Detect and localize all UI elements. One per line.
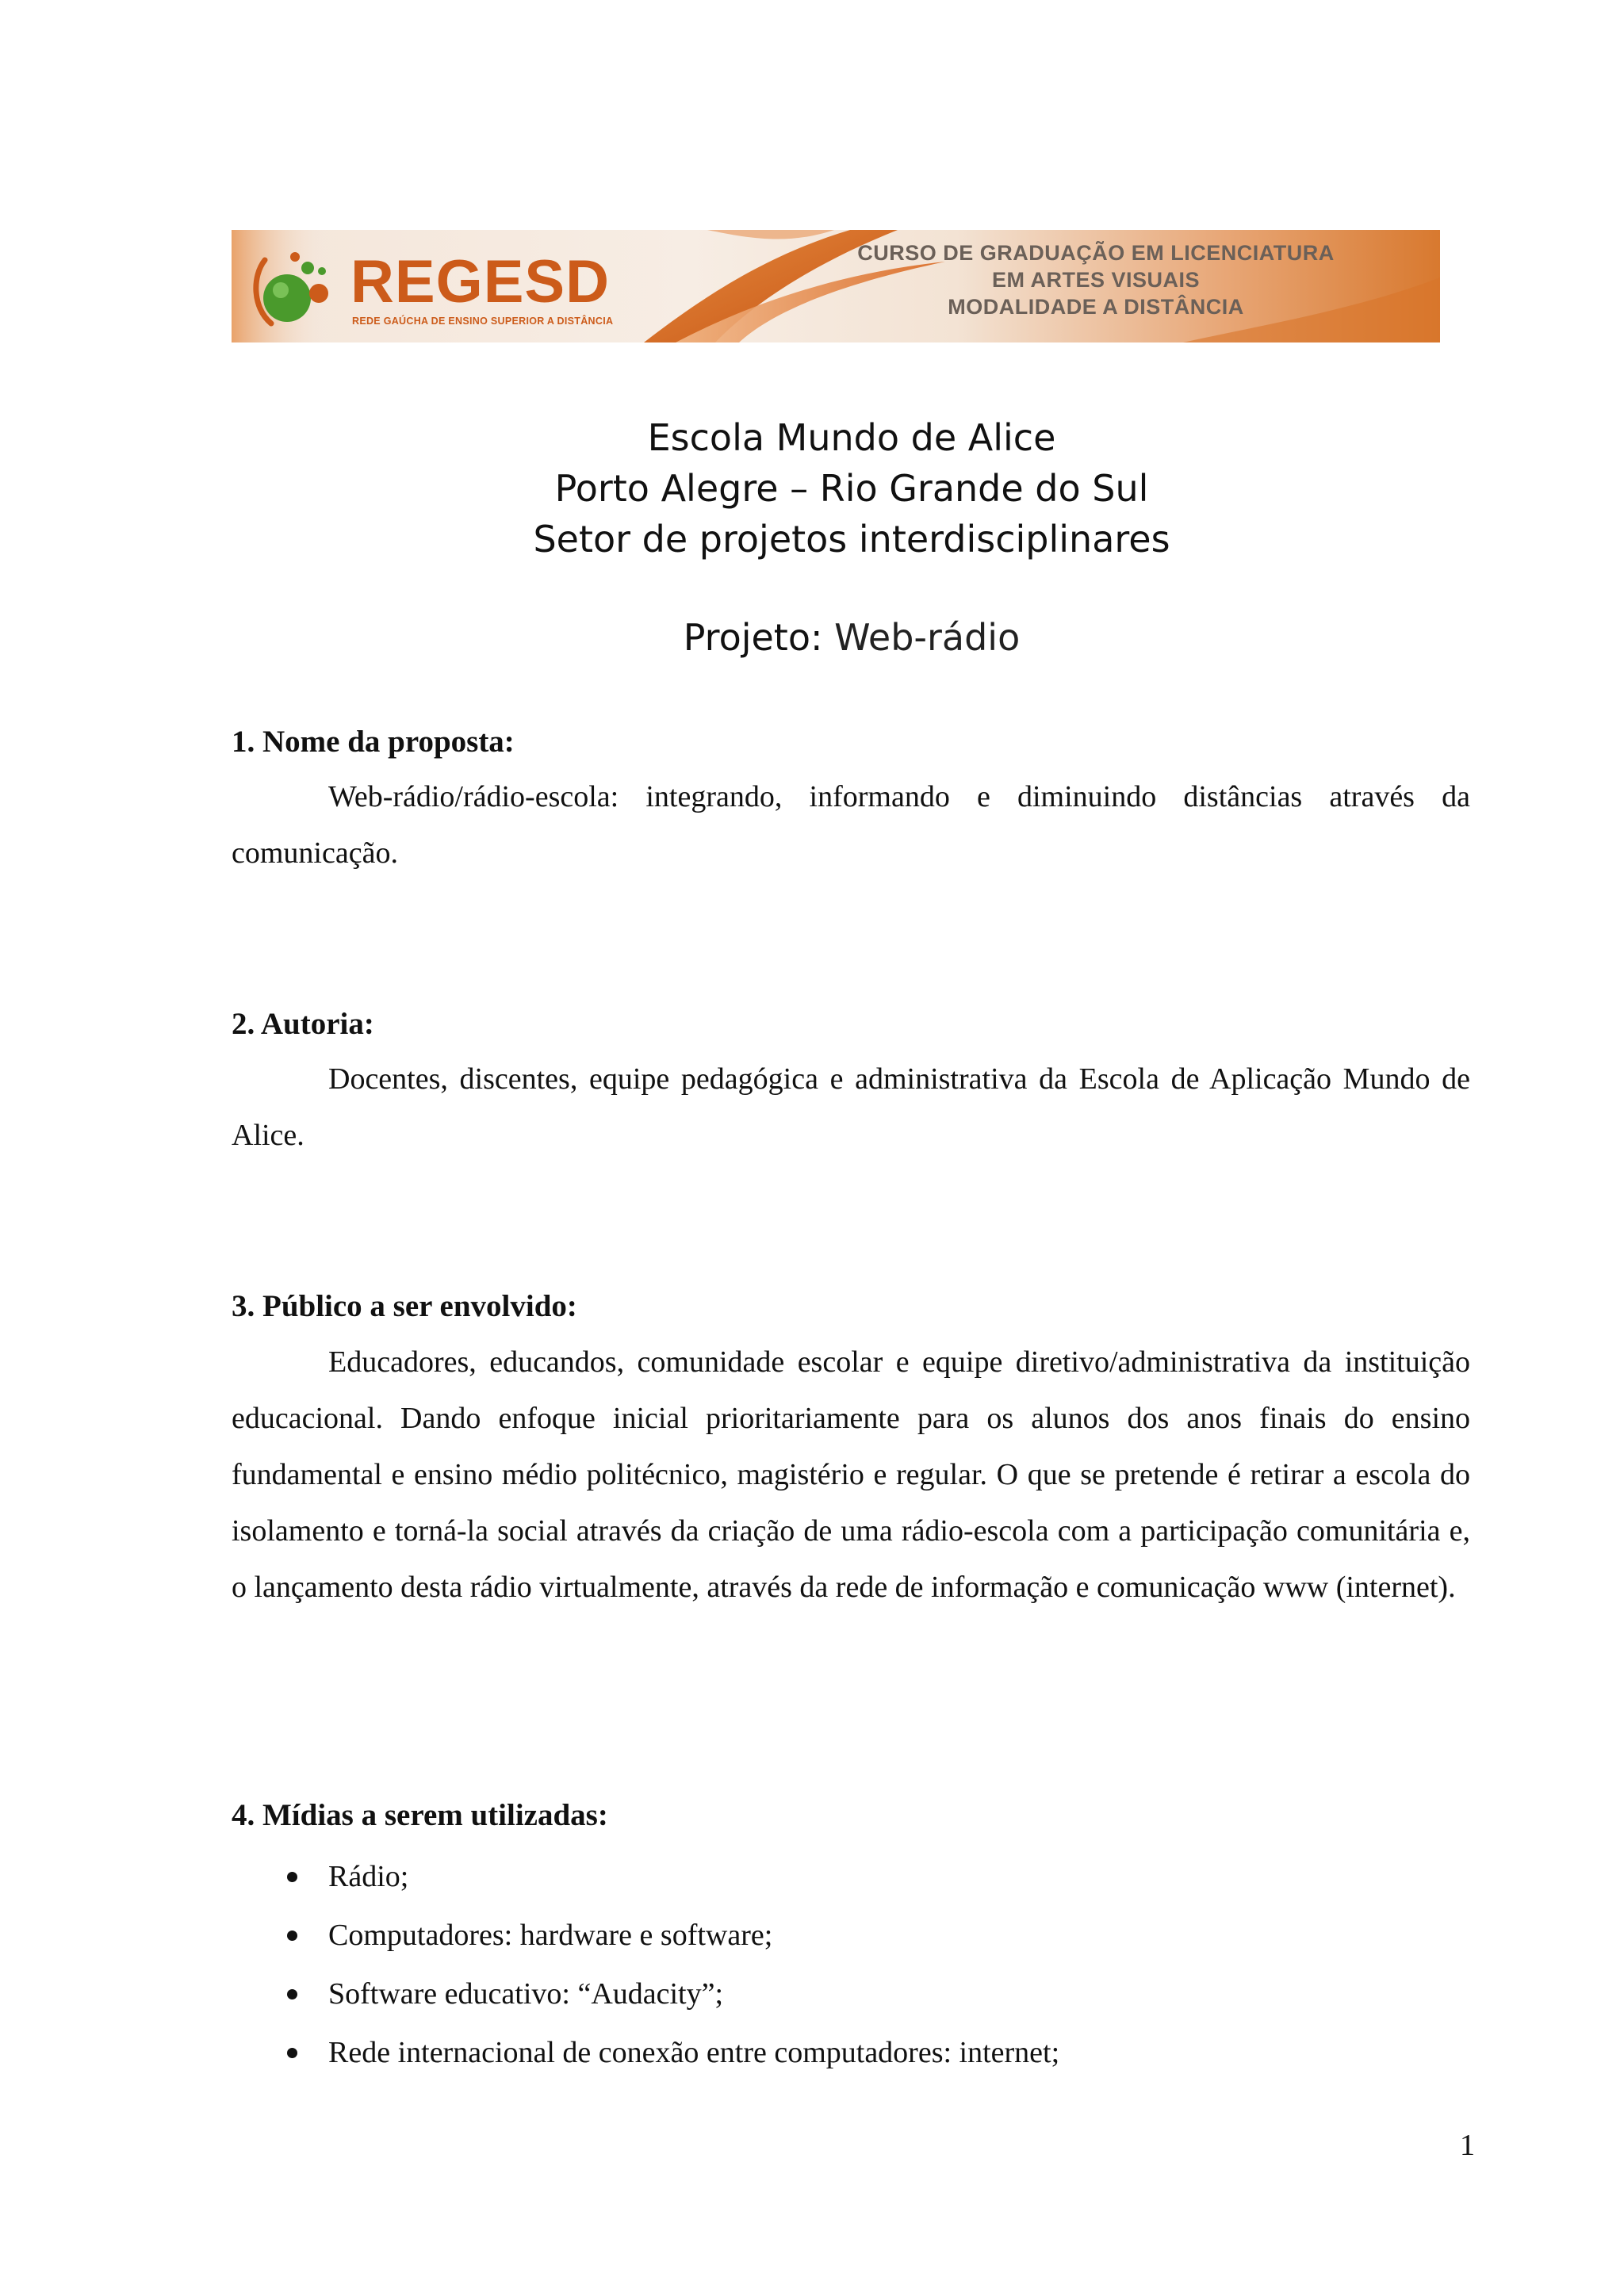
- logo-name: REGESD: [350, 248, 610, 316]
- regesd-logo-icon: [249, 244, 336, 331]
- section-title: 4. Mídias a serem utilizadas:: [232, 1798, 608, 1832]
- course-line: MODALIDADE A DISTÂNCIA: [948, 295, 1244, 319]
- list-item: [232, 2023, 1470, 2082]
- section-text: Educadores, educandos, comunidade escolar e equipe diretivo/administrativa da instituição educacional. Dando enfoque inicial prioritariamente para os alunos dos anos finais do ensino fundamental e ensino médio politécnico, magistério e regular. O que se pretende é retirar a escola do isolamento e torná-la social através da criação de uma rádio-escola com a participação comunitária e, o lançamento desta rádio virtualmente, através da rede de informação e comunicação www (internet).: [232, 1345, 1470, 1604]
- list-item: [232, 1965, 1470, 2023]
- header-banner: [232, 230, 1440, 342]
- bullet-icon: [287, 1989, 297, 1999]
- list-item: [232, 1906, 1470, 1965]
- project-label: Projeto:: [683, 616, 823, 659]
- list-item-text: Software educativo: “Audacity”;: [328, 1977, 724, 2011]
- section-title: 2. Autoria:: [232, 1007, 374, 1041]
- bullet-icon: [287, 1931, 297, 1941]
- school-heading: [0, 412, 1624, 564]
- school-sector: Setor de projetos interdisciplinares: [533, 518, 1170, 561]
- list-item-text: Rede internacional de conexão entre computadores: internet;: [328, 2036, 1060, 2069]
- logo-subtitle: REDE GAÚCHA DE ENSINO SUPERIOR A DISTÂNCIA: [352, 316, 614, 327]
- list-item: [232, 1847, 1470, 1906]
- course-title: [842, 239, 1350, 320]
- section-title: 3. Público a ser envolvido:: [232, 1289, 577, 1323]
- school-name: Escola Mundo de Alice: [647, 416, 1056, 459]
- list-item-text: Rádio;: [328, 1860, 409, 1893]
- media-list: [232, 1847, 1470, 2082]
- section-title: 1. Nome da proposta:: [232, 725, 515, 759]
- bullet-icon: [287, 1872, 297, 1882]
- bullet-icon: [287, 2048, 297, 2058]
- school-location: Porto Alegre – Rio Grande do Sul: [554, 467, 1149, 510]
- project-title: [0, 612, 1624, 663]
- list-item-text: Computadores: hardware e software;: [328, 1919, 773, 1952]
- course-line: CURSO DE GRADUAÇÃO EM LICENCIATURA: [857, 241, 1335, 265]
- section-text: Docentes, discentes, equipe pedagógica e administrativa da Escola de Aplicação Mundo de Alice.: [232, 1062, 1470, 1152]
- page-number: 1: [1460, 2129, 1475, 2162]
- section-text: Web-rádio/rádio-escola: integrando, informando e diminuindo distâncias através da comunicação.: [232, 780, 1470, 870]
- course-line: EM ARTES VISUAIS: [991, 268, 1201, 292]
- project-value: Web-rádio: [834, 616, 1021, 659]
